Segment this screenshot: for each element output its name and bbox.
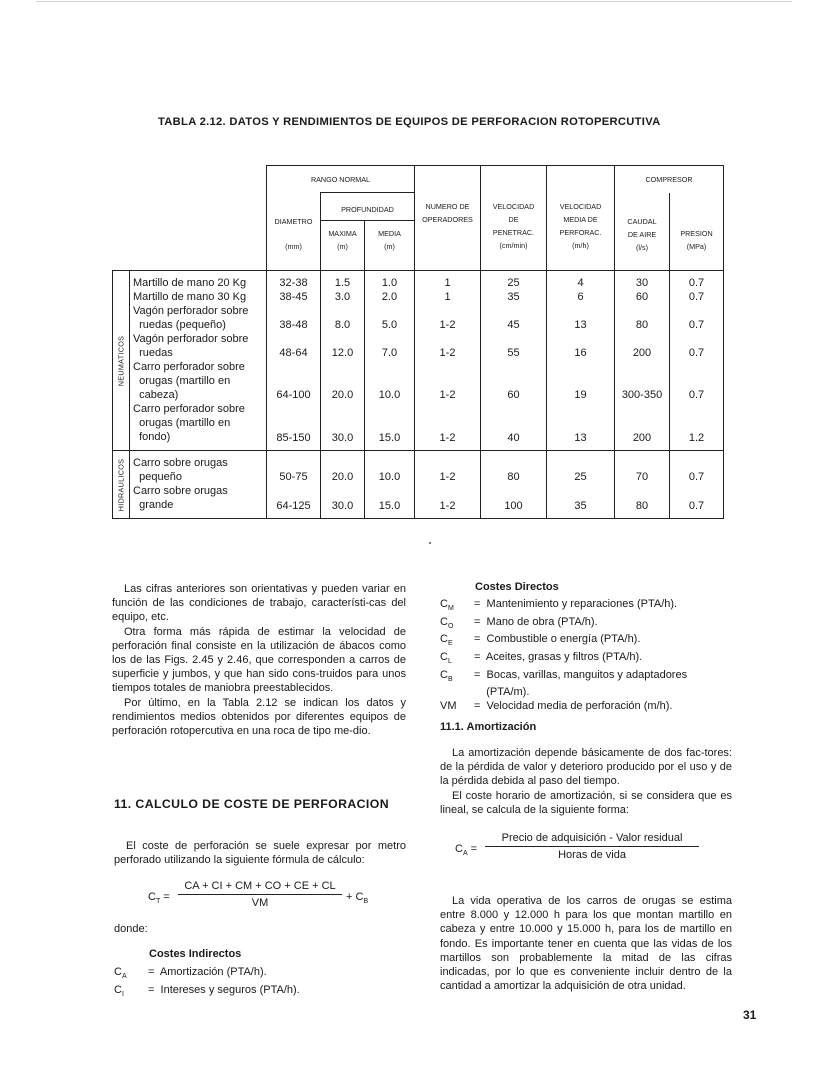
- header-operadores: NUMERO DE OPERADORES: [415, 166, 481, 271]
- cell-max: 12.0: [321, 332, 365, 360]
- cell-pen: 40: [481, 402, 547, 451]
- paragraph: La amortización depende básicamente de dos fac-tores: de la pérdida de valor y deterioro producido por el uso y de la pérdida debida al paso del tiempo.: [440, 747, 732, 788]
- cell-med: 15.0: [365, 484, 415, 519]
- header-compresor: COMPRESOR: [615, 166, 724, 193]
- cell-vm: 25: [547, 451, 615, 485]
- cell-med: 1.0: [365, 271, 415, 291]
- cell-vm: 13: [547, 304, 615, 332]
- table-title: TABLA 2.12. DATOS Y RENDIMIENTOS DE EQUIPOS DE PERFORACION ROTOPERCUTIVA: [158, 116, 661, 128]
- equipment-name: Carro sobre orugas pequeño: [130, 451, 267, 485]
- cell-caudal: 80: [615, 304, 670, 332]
- cell-max: 30.0: [321, 402, 365, 451]
- cell-pen: 100: [481, 484, 547, 519]
- cell-pres: 0.7: [670, 290, 724, 304]
- cell-caudal: 200: [615, 402, 670, 451]
- equipment-table: [112, 165, 724, 519]
- side-label-cell: [113, 271, 130, 451]
- header-velocidad-penetracion: VELOCIDAD DE PENETRAC. (cm/min): [481, 166, 547, 271]
- costes-indirectos-list: [114, 966, 404, 1001]
- cell-caudal: 200: [615, 332, 670, 360]
- page-number: 31: [743, 1008, 757, 1022]
- cell-ops: 1: [415, 290, 481, 304]
- table-row: [113, 271, 724, 291]
- hidraulicos-label: HIDRAULICOS: [116, 458, 126, 511]
- equipment-name: Carro perforador sobre orugas (martillo en cabeza): [130, 360, 267, 402]
- cell-diam: 38-45: [267, 290, 321, 304]
- table-row: [113, 332, 724, 360]
- cell-pen: 80: [481, 451, 547, 485]
- cell-pen: 60: [481, 360, 547, 402]
- header-media: MEDIA (m): [365, 221, 415, 271]
- costes-directos-list: [440, 598, 740, 718]
- donde-label: donde:: [114, 923, 148, 935]
- cell-med: 2.0: [365, 290, 415, 304]
- list-item: (PTA/m).: [474, 686, 530, 699]
- equipment-name: Vagón perforador sobre ruedas: [130, 332, 267, 360]
- cell-max: 3.0: [321, 290, 365, 304]
- paragraph: Las cifras anteriores son orientativas y pueden variar en función de las condiciones de trabajo, característi-cas del equipo, etc.: [112, 583, 406, 624]
- neumaticos-label: NEUMATICOS: [116, 335, 126, 386]
- cell-caudal: 70: [615, 451, 670, 485]
- paragraph: El coste horario de amortización, si se considera que es lineal, se calcula de la siguiente forma:: [440, 789, 732, 816]
- cell-ops: 1-2: [415, 484, 481, 519]
- cell-ops: 1: [415, 271, 481, 291]
- cell-diam: 38-48: [267, 304, 321, 332]
- cell-diam: 32-38: [267, 271, 321, 291]
- formula-numerator: Precio de adquisición - Valor residual: [485, 832, 699, 847]
- paragraph: Por último, en la Tabla 2.12 se indican los datos y rendimientos medios obtenidos por diferentes equipos de perforación rotopercutiva en una roca de tipo me-dio.: [112, 696, 406, 738]
- scan-speck: [429, 542, 431, 544]
- list-item: $C_M$ = Mantenimiento y reparaciones (PTA/h).: [440, 598, 678, 613]
- cell-ops: 1-2: [415, 451, 481, 485]
- list-item: $C_I$ = Intereses y seguros (PTA/h).: [114, 983, 300, 998]
- cell-med: 5.0: [365, 304, 415, 332]
- cell-diam: 64-100: [267, 360, 321, 402]
- header-diametro: DIAMETRO (mm): [267, 193, 321, 271]
- cell-max: 8.0: [321, 304, 365, 332]
- amortizacion-formula: [455, 832, 715, 868]
- cell-vm: 19: [547, 360, 615, 402]
- costes-indirectos-heading: Costes Indirectos: [149, 948, 242, 960]
- section-heading: 11. CALCULO DE COSTE DE PERFORACION: [114, 797, 389, 811]
- list-item: $C_E$ = Combustible o energía (PTA/h).: [440, 633, 641, 648]
- cell-pen: 45: [481, 304, 547, 332]
- cell-caudal: 300-350: [615, 360, 670, 402]
- top-rule: [36, 1, 792, 2]
- cell-ops: 1-2: [415, 360, 481, 402]
- table-row: [113, 360, 724, 402]
- cell-pres: 0.7: [670, 304, 724, 332]
- left-intro: [112, 582, 406, 738]
- table-row: [113, 484, 724, 519]
- cell-caudal: 60: [615, 290, 670, 304]
- formula-numerator: CA + CI + CM + CO + CE + CL: [178, 880, 342, 895]
- formula-lhs: $C_A$ =: [455, 843, 478, 858]
- cell-vm: 35: [547, 484, 615, 519]
- list-item: $C_L$ = Aceites, grasas y filtros (PTA/h).: [440, 651, 643, 666]
- cell-max: 30.0: [321, 484, 365, 519]
- cell-caudal: 30: [615, 271, 670, 291]
- cell-pres: 0.7: [670, 332, 724, 360]
- cell-med: 15.0: [365, 402, 415, 451]
- cell-vm: 6: [547, 290, 615, 304]
- formula-denominator: Horas de vida: [558, 849, 626, 861]
- cell-pen: 55: [481, 332, 547, 360]
- formula-fraction: [178, 880, 342, 909]
- table-row: [113, 304, 724, 332]
- cell-pres: 1.2: [670, 402, 724, 451]
- right-vida-text: [440, 894, 732, 993]
- cell-diam: 64-125: [267, 484, 321, 519]
- formula-plus-cb: + $C_B$: [346, 891, 369, 906]
- list-item: $C_A$ = Amortización (PTA/h).: [114, 966, 267, 981]
- cell-pres: 0.7: [670, 271, 724, 291]
- right-amortizacion-text: [440, 746, 732, 817]
- paragraph: El coste de perforación se suele expresar por metro perforado utilizando la siguiente fórmula de cálculo:: [114, 840, 406, 867]
- equipment-name: Carro perforador sobre orugas (martillo en fondo): [130, 402, 267, 451]
- cell-pen: 35: [481, 290, 547, 304]
- equipment-name: Carro sobre orugas grande: [130, 484, 267, 519]
- cell-max: 1.5: [321, 271, 365, 291]
- cost-formula: [148, 880, 388, 920]
- equipment-name: Vagón perforador sobre ruedas (pequeño): [130, 304, 267, 332]
- cell-pres: 0.7: [670, 484, 724, 519]
- cell-pres: 0.7: [670, 451, 724, 485]
- paragraph: La vida operativa de los carros de orugas se estima entre 8.000 y 12.000 h para los que montan martillo en cabeza y entre 10.000 y 15.000 h, para los de martillo en fondo. Es importante tener en cuenta que las vidas de los martillos son probablemente la mitad de las cifras indicadas, por lo que es conveniente incluir dentro de la cantidad a amortizar la adquisición de otra unidad.: [440, 895, 732, 993]
- cell-ops: 1-2: [415, 402, 481, 451]
- formula-fraction: [485, 832, 699, 861]
- header-caudal: CAUDAL DE AIRE (l/s): [615, 193, 670, 271]
- formula-lhs: $C_T$ =: [148, 891, 170, 906]
- cell-vm: 16: [547, 332, 615, 360]
- table-row: [113, 402, 724, 451]
- cell-med: 10.0: [365, 360, 415, 402]
- formula-denominator: VM: [251, 897, 269, 909]
- list-item: $C_O$ = Mano de obra (PTA/h).: [440, 615, 598, 630]
- header-velocidad-media: VELOCIDAD MEDIA DE PERFORAC. (m/h): [547, 166, 615, 271]
- cell-caudal: 80: [615, 484, 670, 519]
- header-presion: PRESION (MPa): [670, 193, 724, 271]
- list-item: VM = Velocidad media de perforación (m/h).: [440, 699, 673, 712]
- cell-diam: 48-64: [267, 332, 321, 360]
- cell-vm: 13: [547, 402, 615, 451]
- costes-directos-heading: Costes Directos: [475, 581, 559, 593]
- cell-vm: 4: [547, 271, 615, 291]
- header-profundidad: PROFUNDIDAD: [321, 193, 415, 221]
- cell-diam: 50-75: [267, 451, 321, 485]
- equipment-name: Martillo de mano 30 Kg: [130, 290, 267, 304]
- cell-pen: 25: [481, 271, 547, 291]
- cell-max: 20.0: [321, 360, 365, 402]
- table-row: [113, 451, 724, 485]
- cell-ops: 1-2: [415, 332, 481, 360]
- paragraph: Otra forma más rápida de estimar la velocidad de perforación final consiste en la utilización de ábacos como los de las Figs. 2.45 y 2.46, que corresponden a carros de superficie y jumbos, y que han sido cons-truidos para unos tiempos totales de maniobra preestablecidos.: [112, 625, 406, 695]
- cell-ops: 1-2: [415, 304, 481, 332]
- cell-med: 7.0: [365, 332, 415, 360]
- cell-pres: 0.7: [670, 360, 724, 402]
- hidraulicos-group: [113, 451, 724, 519]
- list-item: $C_B$ = Bocas, varillas, manguitos y adaptadores: [440, 668, 688, 683]
- table-row: [113, 290, 724, 304]
- subsection-heading: 11.1. Amortización: [440, 721, 537, 733]
- side-label-cell: [113, 451, 130, 519]
- header-maxima: MAXIMA (m): [321, 221, 365, 271]
- equipment-name: Martillo de mano 20 Kg: [130, 271, 267, 291]
- header-rango-normal: RANGO NORMAL: [267, 166, 415, 193]
- left-formula-intro: [114, 839, 406, 867]
- cell-med: 10.0: [365, 451, 415, 485]
- neumaticos-group: [113, 271, 724, 451]
- cell-max: 20.0: [321, 451, 365, 485]
- cell-diam: 85-150: [267, 402, 321, 451]
